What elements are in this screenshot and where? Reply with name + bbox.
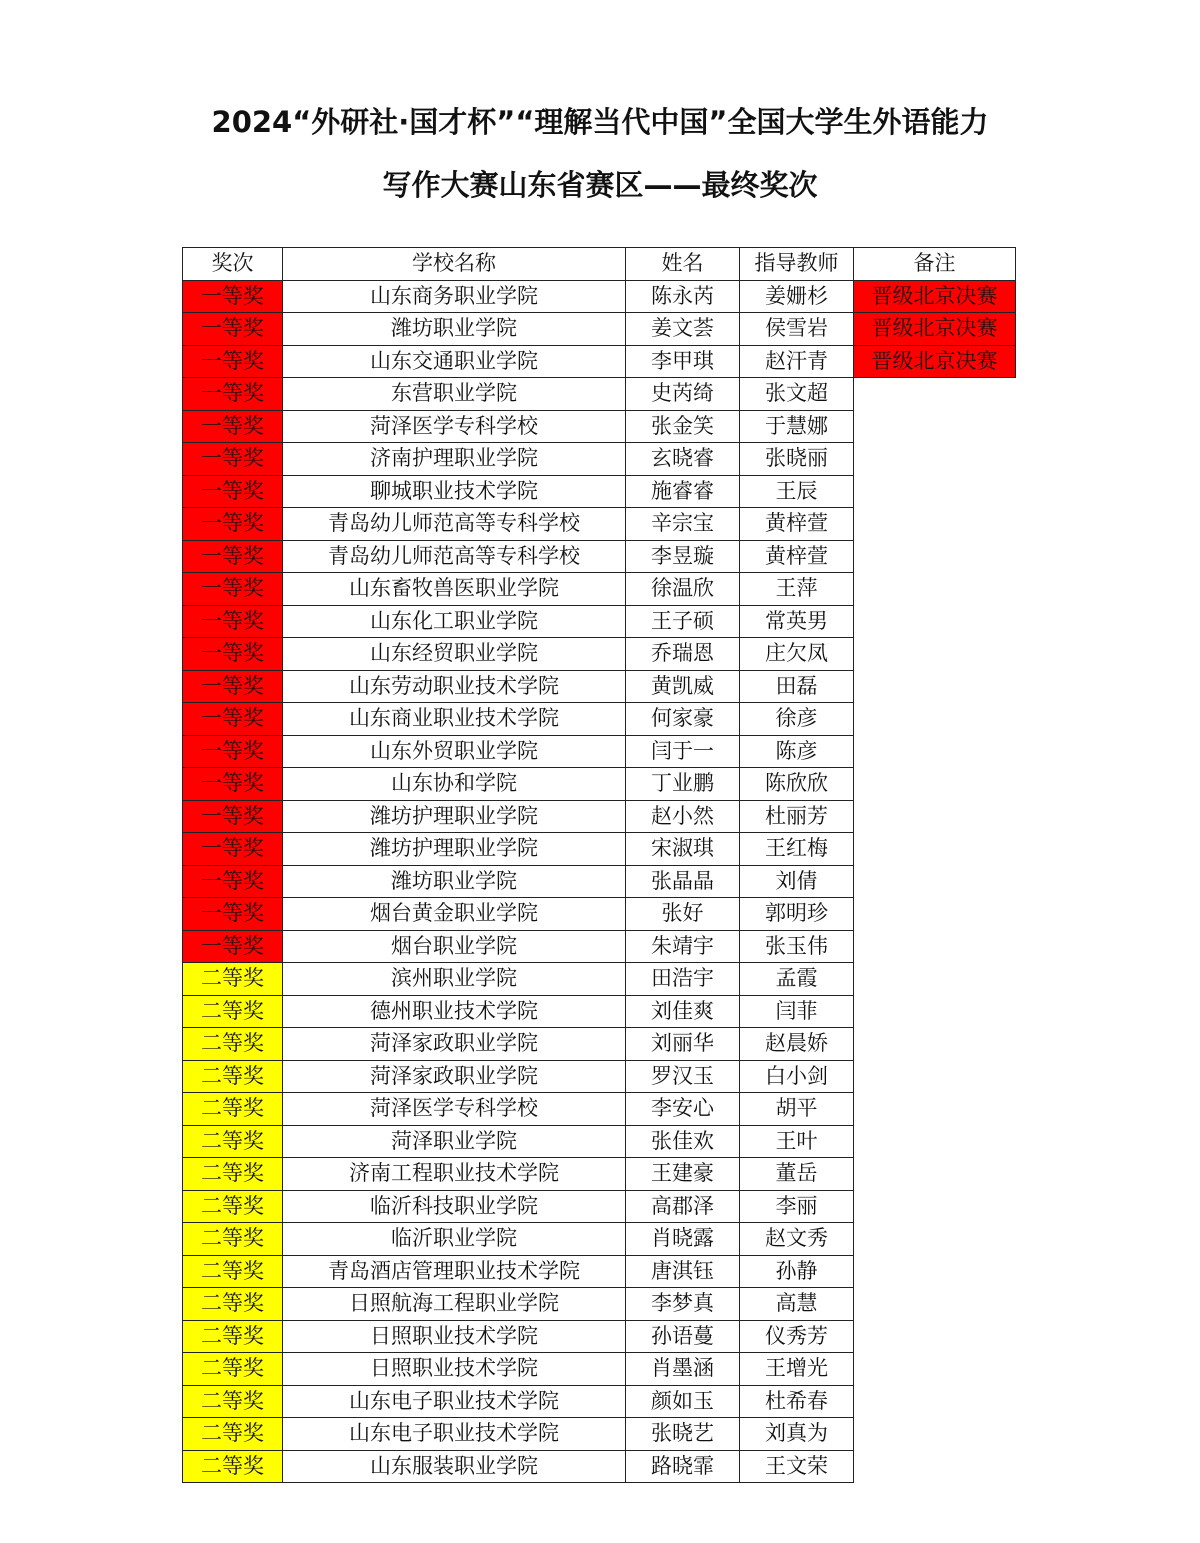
remark-cell	[854, 378, 1016, 411]
award-cell: 二等奖	[183, 1418, 283, 1451]
name-cell: 黄凯威	[626, 670, 740, 703]
name-cell: 唐淇钰	[626, 1255, 740, 1288]
name-cell: 肖墨涵	[626, 1353, 740, 1386]
name-cell: 刘佳爽	[626, 995, 740, 1028]
remark-cell	[854, 703, 1016, 736]
header-award: 奖次	[183, 248, 283, 281]
name-cell: 孙语蔓	[626, 1320, 740, 1353]
table-row	[183, 1418, 1016, 1451]
table-row	[183, 963, 1016, 996]
teacher-cell: 田磊	[740, 670, 854, 703]
teacher-cell: 张玉伟	[740, 930, 854, 963]
award-cell: 一等奖	[183, 638, 283, 671]
teacher-cell: 杜丽芳	[740, 800, 854, 833]
table-row	[183, 1320, 1016, 1353]
remark-cell	[854, 1060, 1016, 1093]
table-row	[183, 768, 1016, 801]
remark-cell	[854, 410, 1016, 443]
teacher-cell: 王文荣	[740, 1450, 854, 1483]
award-cell: 一等奖	[183, 443, 283, 476]
award-cell: 一等奖	[183, 280, 283, 313]
remark-cell	[854, 508, 1016, 541]
school-cell: 山东电子职业技术学院	[283, 1385, 626, 1418]
teacher-cell: 郭明珍	[740, 898, 854, 931]
school-cell: 烟台黄金职业学院	[283, 898, 626, 931]
teacher-cell: 杜希春	[740, 1385, 854, 1418]
school-cell: 山东商务职业学院	[283, 280, 626, 313]
award-cell: 二等奖	[183, 963, 283, 996]
school-cell: 日照职业技术学院	[283, 1353, 626, 1386]
remark-cell	[854, 735, 1016, 768]
name-cell: 高郡泽	[626, 1190, 740, 1223]
remark-cell: 晋级北京决赛	[854, 345, 1016, 378]
name-cell: 李昱璇	[626, 540, 740, 573]
school-cell: 济南工程职业技术学院	[283, 1158, 626, 1191]
school-cell: 日照航海工程职业学院	[283, 1288, 626, 1321]
award-cell: 二等奖	[183, 1320, 283, 1353]
name-cell: 陈永芮	[626, 280, 740, 313]
award-cell: 一等奖	[183, 865, 283, 898]
name-cell: 闫于一	[626, 735, 740, 768]
award-cell: 二等奖	[183, 1223, 283, 1256]
teacher-cell: 李丽	[740, 1190, 854, 1223]
remark-cell	[854, 768, 1016, 801]
award-cell: 二等奖	[183, 1060, 283, 1093]
school-cell: 山东畜牧兽医职业学院	[283, 573, 626, 606]
name-cell: 张金笑	[626, 410, 740, 443]
award-cell: 一等奖	[183, 410, 283, 443]
header-school: 学校名称	[283, 248, 626, 281]
remark-cell	[854, 1190, 1016, 1223]
name-cell: 施睿睿	[626, 475, 740, 508]
school-cell: 山东交通职业学院	[283, 345, 626, 378]
table-body	[183, 280, 1016, 1483]
name-cell: 玄晓睿	[626, 443, 740, 476]
remark-cell	[854, 443, 1016, 476]
table-row	[183, 410, 1016, 443]
school-cell: 烟台职业学院	[283, 930, 626, 963]
name-cell: 颜如玉	[626, 1385, 740, 1418]
name-cell: 张佳欢	[626, 1125, 740, 1158]
teacher-cell: 陈欣欣	[740, 768, 854, 801]
table-row	[183, 443, 1016, 476]
teacher-cell: 胡平	[740, 1093, 854, 1126]
teacher-cell: 赵晨娇	[740, 1028, 854, 1061]
award-cell: 二等奖	[183, 1093, 283, 1126]
table-row	[183, 833, 1016, 866]
remark-cell	[854, 1385, 1016, 1418]
school-cell: 潍坊护理职业学院	[283, 800, 626, 833]
award-cell: 二等奖	[183, 1288, 283, 1321]
table-row	[183, 573, 1016, 606]
table-row	[183, 1190, 1016, 1223]
table-row	[183, 1223, 1016, 1256]
remark-cell	[854, 963, 1016, 996]
teacher-cell: 侯雪岩	[740, 313, 854, 346]
school-cell: 滨州职业学院	[283, 963, 626, 996]
table-row	[183, 1450, 1016, 1483]
award-cell: 二等奖	[183, 995, 283, 1028]
page-title-line2: 写作大赛山东省赛区——最终奖次	[382, 168, 818, 202]
teacher-cell: 刘倩	[740, 865, 854, 898]
school-cell: 山东商业职业技术学院	[283, 703, 626, 736]
award-cell: 二等奖	[183, 1158, 283, 1191]
table-row	[183, 1385, 1016, 1418]
name-cell: 路晓霏	[626, 1450, 740, 1483]
award-cell: 二等奖	[183, 1385, 283, 1418]
remark-cell	[854, 670, 1016, 703]
teacher-cell: 孟霞	[740, 963, 854, 996]
remark-cell	[854, 573, 1016, 606]
teacher-cell: 王叶	[740, 1125, 854, 1158]
school-cell: 东营职业学院	[283, 378, 626, 411]
remark-cell	[854, 833, 1016, 866]
remark-cell	[854, 1028, 1016, 1061]
remark-cell	[854, 1255, 1016, 1288]
school-cell: 山东劳动职业技术学院	[283, 670, 626, 703]
teacher-cell: 常英男	[740, 605, 854, 638]
table-row	[183, 1158, 1016, 1191]
award-cell: 一等奖	[183, 768, 283, 801]
table-row	[183, 605, 1016, 638]
table-row	[183, 1028, 1016, 1061]
school-cell: 山东经贸职业学院	[283, 638, 626, 671]
name-cell: 徐温欣	[626, 573, 740, 606]
school-cell: 菏泽家政职业学院	[283, 1060, 626, 1093]
school-cell: 青岛幼儿师范高等专科学校	[283, 540, 626, 573]
name-cell: 肖晓露	[626, 1223, 740, 1256]
teacher-cell: 孙静	[740, 1255, 854, 1288]
award-table-container	[182, 247, 1016, 1483]
teacher-cell: 徐彦	[740, 703, 854, 736]
table-row	[183, 995, 1016, 1028]
teacher-cell: 王辰	[740, 475, 854, 508]
name-cell: 赵小然	[626, 800, 740, 833]
name-cell: 刘丽华	[626, 1028, 740, 1061]
name-cell: 李甲琪	[626, 345, 740, 378]
name-cell: 宋淑琪	[626, 833, 740, 866]
school-cell: 山东服装职业学院	[283, 1450, 626, 1483]
remark-cell	[854, 475, 1016, 508]
teacher-cell: 闫菲	[740, 995, 854, 1028]
award-cell: 一等奖	[183, 508, 283, 541]
teacher-cell: 姜姗杉	[740, 280, 854, 313]
award-cell: 一等奖	[183, 540, 283, 573]
award-cell: 二等奖	[183, 1190, 283, 1223]
school-cell: 临沂科技职业学院	[283, 1190, 626, 1223]
school-cell: 菏泽医学专科学校	[283, 410, 626, 443]
award-cell: 一等奖	[183, 930, 283, 963]
remark-cell	[854, 865, 1016, 898]
remark-cell	[854, 1093, 1016, 1126]
table-row	[183, 475, 1016, 508]
teacher-cell: 于慧娜	[740, 410, 854, 443]
teacher-cell: 张文超	[740, 378, 854, 411]
teacher-cell: 王红梅	[740, 833, 854, 866]
school-cell: 德州职业技术学院	[283, 995, 626, 1028]
award-cell: 二等奖	[183, 1450, 283, 1483]
table-row	[183, 1353, 1016, 1386]
teacher-cell: 赵文秀	[740, 1223, 854, 1256]
remark-cell	[854, 1125, 1016, 1158]
school-cell: 山东化工职业学院	[283, 605, 626, 638]
teacher-cell: 庄欠凤	[740, 638, 854, 671]
name-cell: 王建豪	[626, 1158, 740, 1191]
school-cell: 青岛酒店管理职业技术学院	[283, 1255, 626, 1288]
award-cell: 一等奖	[183, 573, 283, 606]
award-cell: 一等奖	[183, 670, 283, 703]
name-cell: 何家豪	[626, 703, 740, 736]
table-row	[183, 930, 1016, 963]
remark-cell	[854, 605, 1016, 638]
table-row	[183, 1255, 1016, 1288]
teacher-cell: 黄梓萱	[740, 508, 854, 541]
table-row	[183, 313, 1016, 346]
award-cell: 二等奖	[183, 1028, 283, 1061]
table-row	[183, 508, 1016, 541]
name-cell: 张晓艺	[626, 1418, 740, 1451]
teacher-cell: 刘真为	[740, 1418, 854, 1451]
school-cell: 山东电子职业技术学院	[283, 1418, 626, 1451]
school-cell: 济南护理职业学院	[283, 443, 626, 476]
school-cell: 菏泽家政职业学院	[283, 1028, 626, 1061]
remark-cell	[854, 540, 1016, 573]
table-header-row	[183, 248, 1016, 281]
school-cell: 山东协和学院	[283, 768, 626, 801]
award-cell: 一等奖	[183, 898, 283, 931]
name-cell: 姜文荟	[626, 313, 740, 346]
table-row	[183, 1125, 1016, 1158]
header-teacher: 指导教师	[740, 248, 854, 281]
page-title-line1: 2024“外研社·国才杯”“理解当代中国”全国大学生外语能力	[211, 105, 989, 139]
award-cell: 二等奖	[183, 1353, 283, 1386]
remark-cell: 晋级北京决赛	[854, 313, 1016, 346]
award-cell: 一等奖	[183, 735, 283, 768]
remark-cell	[854, 1450, 1016, 1483]
school-cell: 菏泽医学专科学校	[283, 1093, 626, 1126]
school-cell: 临沂职业学院	[283, 1223, 626, 1256]
remark-cell	[854, 1288, 1016, 1321]
school-cell: 潍坊职业学院	[283, 313, 626, 346]
school-cell: 山东外贸职业学院	[283, 735, 626, 768]
school-cell: 日照职业技术学院	[283, 1320, 626, 1353]
table-row	[183, 703, 1016, 736]
remark-cell: 晋级北京决赛	[854, 280, 1016, 313]
name-cell: 王子硕	[626, 605, 740, 638]
header-remark: 备注	[854, 248, 1016, 281]
name-cell: 张好	[626, 898, 740, 931]
teacher-cell: 陈彦	[740, 735, 854, 768]
table-row	[183, 345, 1016, 378]
award-cell: 一等奖	[183, 800, 283, 833]
name-cell: 张晶晶	[626, 865, 740, 898]
award-cell: 一等奖	[183, 313, 283, 346]
award-cell: 一等奖	[183, 345, 283, 378]
table-row	[183, 898, 1016, 931]
school-cell: 青岛幼儿师范高等专科学校	[283, 508, 626, 541]
school-cell: 潍坊职业学院	[283, 865, 626, 898]
teacher-cell: 赵汗青	[740, 345, 854, 378]
table-row	[183, 800, 1016, 833]
remark-cell	[854, 800, 1016, 833]
name-cell: 罗汉玉	[626, 1060, 740, 1093]
teacher-cell: 王增光	[740, 1353, 854, 1386]
remark-cell	[854, 1158, 1016, 1191]
table-row	[183, 670, 1016, 703]
award-cell: 一等奖	[183, 605, 283, 638]
award-cell: 二等奖	[183, 1255, 283, 1288]
teacher-cell: 董岳	[740, 1158, 854, 1191]
teacher-cell: 黄梓萱	[740, 540, 854, 573]
remark-cell	[854, 638, 1016, 671]
name-cell: 史芮绮	[626, 378, 740, 411]
table-row	[183, 638, 1016, 671]
remark-cell	[854, 1320, 1016, 1353]
remark-cell	[854, 1223, 1016, 1256]
award-cell: 一等奖	[183, 833, 283, 866]
table-row	[183, 735, 1016, 768]
school-cell: 潍坊护理职业学院	[283, 833, 626, 866]
name-cell: 李安心	[626, 1093, 740, 1126]
remark-cell	[854, 995, 1016, 1028]
name-cell: 丁业鹏	[626, 768, 740, 801]
award-cell: 一等奖	[183, 703, 283, 736]
remark-cell	[854, 1418, 1016, 1451]
table-row	[183, 1093, 1016, 1126]
name-cell: 乔瑞恩	[626, 638, 740, 671]
header-name: 姓名	[626, 248, 740, 281]
award-cell: 一等奖	[183, 475, 283, 508]
teacher-cell: 白小剑	[740, 1060, 854, 1093]
table-row	[183, 280, 1016, 313]
table-row	[183, 1060, 1016, 1093]
table-row	[183, 1288, 1016, 1321]
teacher-cell: 高慧	[740, 1288, 854, 1321]
teacher-cell: 王萍	[740, 573, 854, 606]
award-table	[182, 247, 1016, 1483]
school-cell: 聊城职业技术学院	[283, 475, 626, 508]
remark-cell	[854, 898, 1016, 931]
table-row	[183, 540, 1016, 573]
table-row	[183, 378, 1016, 411]
name-cell: 辛宗宝	[626, 508, 740, 541]
award-cell: 二等奖	[183, 1125, 283, 1158]
teacher-cell: 张晓丽	[740, 443, 854, 476]
school-cell: 菏泽职业学院	[283, 1125, 626, 1158]
name-cell: 朱靖宇	[626, 930, 740, 963]
name-cell: 田浩宇	[626, 963, 740, 996]
teacher-cell: 仪秀芳	[740, 1320, 854, 1353]
remark-cell	[854, 1353, 1016, 1386]
award-cell: 一等奖	[183, 378, 283, 411]
name-cell: 李梦真	[626, 1288, 740, 1321]
table-row	[183, 865, 1016, 898]
remark-cell	[854, 930, 1016, 963]
